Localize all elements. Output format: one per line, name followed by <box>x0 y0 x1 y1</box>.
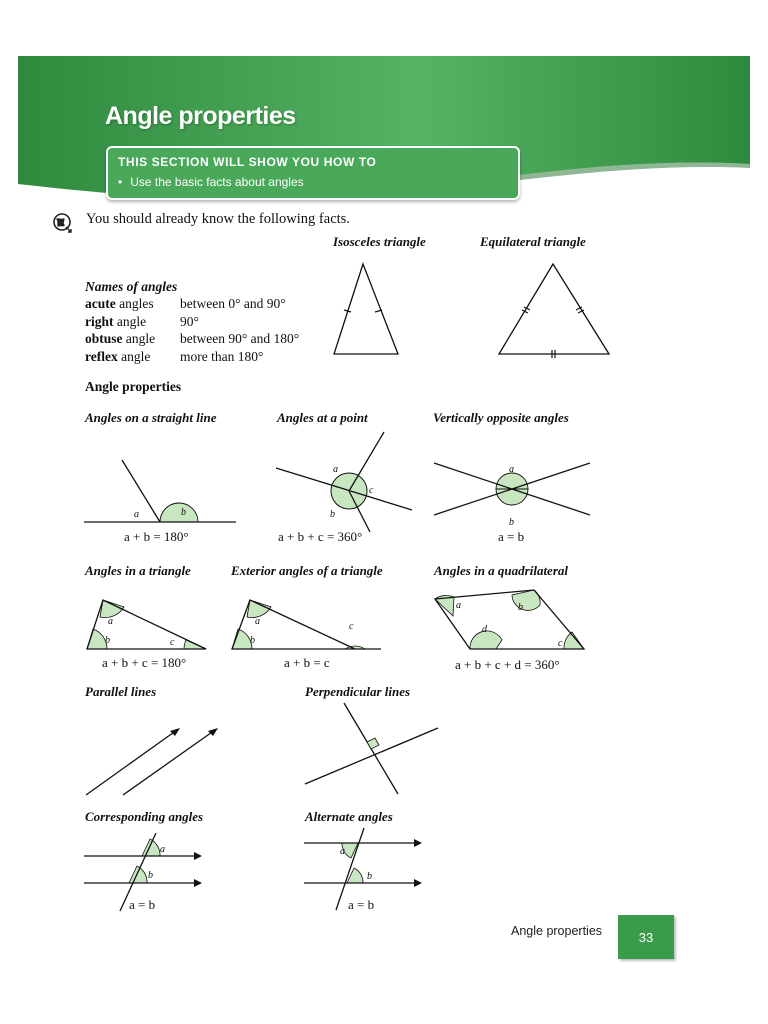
isosceles-triangle-diagram <box>325 258 415 358</box>
intro-text: You should already know the following facts. <box>86 211 350 227</box>
straight-line-diagram <box>84 455 244 530</box>
angles-at-point-diagram <box>272 428 412 533</box>
svg-text:c: c <box>170 637 175 648</box>
svg-text:b: b <box>509 517 514 528</box>
formula-vertically-opposite: a = b <box>498 529 525 544</box>
section-objectives-box <box>106 146 520 200</box>
caption-isosceles: Isosceles triangle <box>333 234 426 249</box>
exterior-angles-diagram <box>229 595 389 653</box>
formula-exterior-angles: a + b = c <box>284 655 330 670</box>
svg-text:b: b <box>367 871 372 882</box>
formula-alternate-angles: a = b <box>348 897 375 912</box>
svg-text:c: c <box>369 485 374 496</box>
svg-text:d: d <box>482 624 487 635</box>
svg-text:b: b <box>250 635 255 646</box>
names-of-angles-title: Names of angles <box>85 279 178 294</box>
svg-text:a: a <box>456 600 461 611</box>
angle-name-row: obtuse angle between 90° and 180° <box>85 331 300 346</box>
angle-name-row: reflex angle more than 180° <box>85 349 264 364</box>
formula-angles-at-point: a + b + c = 360° <box>278 529 363 544</box>
caption-perpendicular-lines: Perpendicular lines <box>305 684 411 699</box>
caption-angles-at-point: Angles at a point <box>277 410 368 425</box>
angle-name-row: right angle 90° <box>85 314 199 329</box>
formula-angles-in-quadrilateral: a + b + c + d = 360° <box>455 657 560 672</box>
globe-icon <box>52 212 74 234</box>
svg-text:a: a <box>108 616 113 627</box>
svg-text:a: a <box>509 464 514 475</box>
page-title: Angle properties <box>105 102 296 130</box>
svg-text:b: b <box>148 870 153 881</box>
caption-angles-in-triangle: Angles in a triangle <box>85 563 191 578</box>
svg-text:a: a <box>340 846 345 857</box>
caption-vertically-opposite: Vertically opposite angles <box>433 410 569 425</box>
caption-parallel-lines: Parallel lines <box>85 684 157 699</box>
caption-equilateral: Equilateral triangle <box>480 234 586 249</box>
perpendicular-lines-diagram <box>302 700 442 796</box>
caption-corresponding-angles: Corresponding angles <box>85 809 204 824</box>
angles-in-triangle-diagram <box>84 595 214 653</box>
section-bullet <box>118 175 304 189</box>
svg-text:a: a <box>333 464 338 475</box>
angle-properties-heading: Angle properties <box>85 379 182 394</box>
caption-alternate-angles: Alternate angles <box>305 809 393 824</box>
svg-text:a: a <box>134 509 139 520</box>
vertically-opposite-diagram <box>432 455 592 530</box>
svg-text:c: c <box>349 621 354 632</box>
svg-text:a: a <box>255 616 260 627</box>
svg-text:b: b <box>330 509 335 520</box>
svg-text:b: b <box>518 602 523 613</box>
caption-angles-in-quadrilateral: Angles in a quadrilateral <box>434 563 568 578</box>
caption-exterior-angles: Exterior angles of a triangle <box>231 563 383 578</box>
bullet-icon: • <box>118 175 123 189</box>
svg-text:b: b <box>105 635 110 646</box>
parallel-lines-diagram <box>84 722 224 798</box>
formula-corresponding-angles: a = b <box>129 897 156 912</box>
section-heading: THIS SECTION WILL SHOW YOU HOW TO <box>118 155 377 169</box>
equilateral-triangle-diagram <box>492 258 617 358</box>
page-number: 33 <box>618 915 674 959</box>
formula-angles-in-triangle: a + b + c = 180° <box>102 655 187 670</box>
section-bullet-text: Use the basic facts about angles <box>130 175 304 189</box>
angle-name-row: acute angles between 0° and 90° <box>85 296 286 311</box>
angles-in-quadrilateral-diagram <box>432 585 587 655</box>
svg-text:b: b <box>181 507 186 518</box>
caption-straight-line: Angles on a straight line <box>85 410 217 425</box>
svg-text:c: c <box>558 638 563 649</box>
footer-title: Angle properties <box>511 924 603 938</box>
formula-straight-line: a + b = 180° <box>124 529 189 544</box>
svg-text:a: a <box>160 844 165 855</box>
